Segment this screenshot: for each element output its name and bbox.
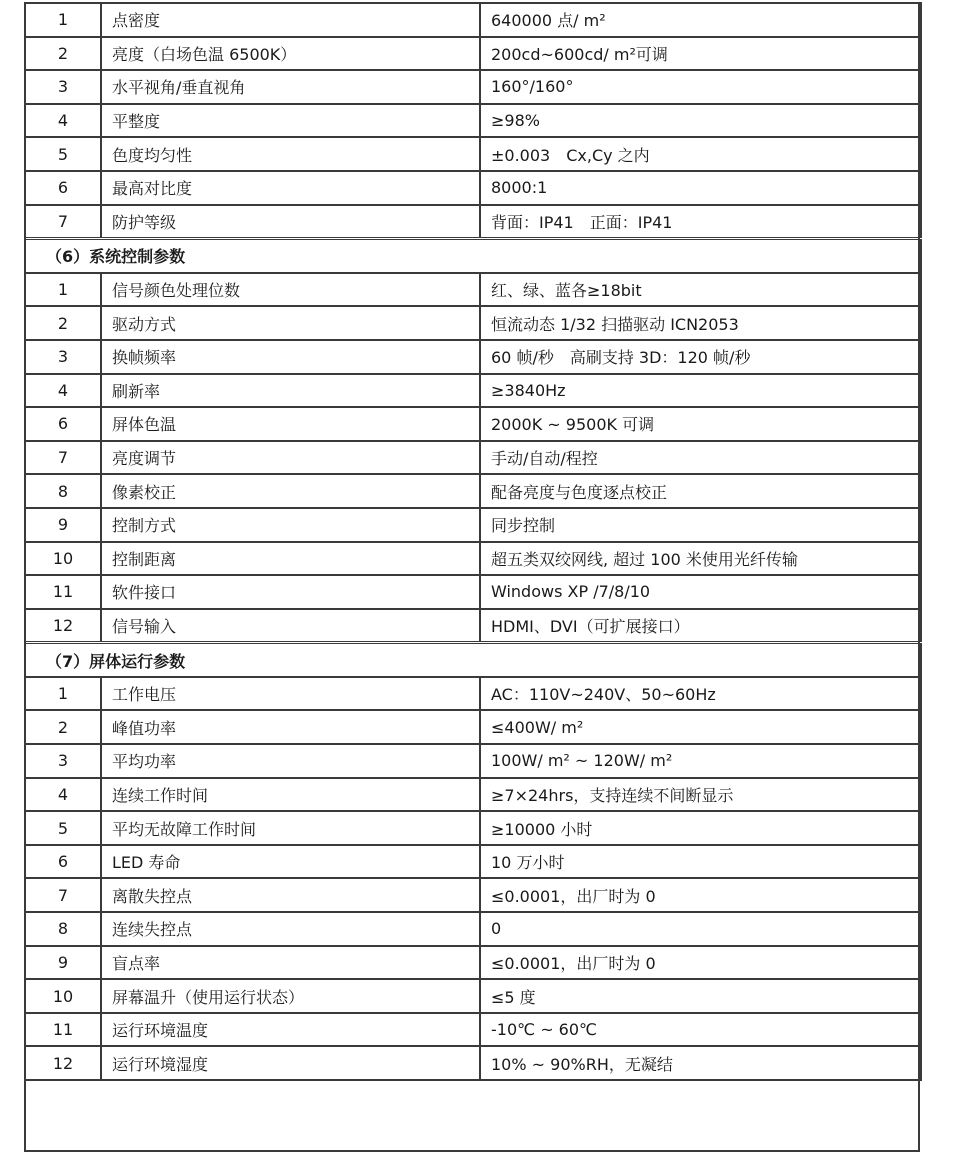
table-row bbox=[25, 979, 921, 1013]
table-row bbox=[25, 340, 921, 374]
parameter-name-cell: 刷新率 bbox=[101, 374, 480, 408]
parameter-value-cell: 2000K ~ 9500K 可调 bbox=[480, 407, 921, 441]
parameter-value-cell: ≥7×24hrs，支持连续不间断显示 bbox=[480, 778, 921, 812]
row-number-cell: 8 bbox=[25, 912, 101, 946]
table-row bbox=[25, 542, 921, 576]
table-row bbox=[25, 778, 921, 812]
parameter-value-cell: 背面：IP41 正面：IP41 bbox=[480, 205, 921, 239]
parameter-name-cell: 控制距离 bbox=[101, 542, 480, 576]
row-number-cell: 3 bbox=[25, 70, 101, 104]
table-row bbox=[25, 104, 921, 138]
row-number-cell: 1 bbox=[25, 3, 101, 37]
parameter-value-cell: 60 帧/秒 高刷支持 3D：120 帧/秒 bbox=[480, 340, 921, 374]
table-row bbox=[25, 508, 921, 542]
parameter-value-cell: 100W/ m² ~ 120W/ m² bbox=[480, 744, 921, 778]
parameter-name-cell: 屏体色温 bbox=[101, 407, 480, 441]
row-number-cell: 6 bbox=[25, 407, 101, 441]
row-number-cell: 1 bbox=[25, 273, 101, 307]
table-row bbox=[25, 609, 921, 643]
parameter-value-cell: 配备亮度与色度逐点校正 bbox=[480, 474, 921, 508]
parameter-name-cell: 驱动方式 bbox=[101, 306, 480, 340]
row-number-cell: 11 bbox=[25, 575, 101, 609]
parameter-name-cell: 色度均匀性 bbox=[101, 137, 480, 171]
parameter-value-cell: 同步控制 bbox=[480, 508, 921, 542]
parameter-name-cell: 防护等级 bbox=[101, 205, 480, 239]
table-row bbox=[25, 137, 921, 171]
row-number-cell: 6 bbox=[25, 845, 101, 879]
row-number-cell: 9 bbox=[25, 946, 101, 980]
parameter-name-cell: 亮度调节 bbox=[101, 441, 480, 475]
parameter-name-cell: 信号颜色处理位数 bbox=[101, 273, 480, 307]
parameter-value-cell: HDMI、DVI（可扩展接口） bbox=[480, 609, 921, 643]
row-number-cell: 7 bbox=[25, 205, 101, 239]
parameter-value-cell: 8000:1 bbox=[480, 171, 921, 205]
parameter-name-cell: 信号输入 bbox=[101, 609, 480, 643]
row-number-cell: 1 bbox=[25, 677, 101, 711]
parameter-value-cell: ≤0.0001，出厂时为 0 bbox=[480, 878, 921, 912]
table-row bbox=[25, 407, 921, 441]
row-number-cell: 11 bbox=[25, 1013, 101, 1047]
parameter-value-cell: 恒流动态 1/32 扫描驱动 ICN2053 bbox=[480, 306, 921, 340]
parameter-value-cell: 超五类双绞网线, 超过 100 米使用光纤传输 bbox=[480, 542, 921, 576]
row-number-cell: 2 bbox=[25, 306, 101, 340]
table-row bbox=[25, 744, 921, 778]
table-row bbox=[25, 946, 921, 980]
parameter-name-cell: 运行环境温度 bbox=[101, 1013, 480, 1047]
table-row bbox=[25, 3, 921, 37]
table-row bbox=[25, 171, 921, 205]
table-row bbox=[25, 205, 921, 239]
parameter-name-cell: 控制方式 bbox=[101, 508, 480, 542]
table-row bbox=[25, 912, 921, 946]
table-row bbox=[25, 1046, 921, 1080]
parameter-name-cell: 最高对比度 bbox=[101, 171, 480, 205]
row-number-cell: 4 bbox=[25, 104, 101, 138]
row-number-cell: 4 bbox=[25, 778, 101, 812]
table-row bbox=[25, 677, 921, 711]
parameter-value-cell: 手动/自动/程控 bbox=[480, 441, 921, 475]
parameter-name-cell: 平整度 bbox=[101, 104, 480, 138]
parameter-name-cell: 水平视角/垂直视角 bbox=[101, 70, 480, 104]
row-number-cell: 3 bbox=[25, 744, 101, 778]
spec-table-body bbox=[25, 3, 921, 1080]
row-number-cell: 12 bbox=[25, 1046, 101, 1080]
table-row bbox=[25, 474, 921, 508]
table-row bbox=[25, 273, 921, 307]
row-number-cell: 7 bbox=[25, 878, 101, 912]
parameter-value-cell: ≥3840Hz bbox=[480, 374, 921, 408]
parameter-name-cell: 连续工作时间 bbox=[101, 778, 480, 812]
parameter-name-cell: 点密度 bbox=[101, 3, 480, 37]
table-row bbox=[25, 374, 921, 408]
table-row bbox=[25, 37, 921, 71]
parameter-value-cell: -10℃ ~ 60℃ bbox=[480, 1013, 921, 1047]
row-number-cell: 10 bbox=[25, 979, 101, 1013]
parameter-name-cell: LED 寿命 bbox=[101, 845, 480, 879]
row-number-cell: 6 bbox=[25, 171, 101, 205]
parameter-name-cell: 亮度（白场色温 6500K） bbox=[101, 37, 480, 71]
section-title: （6）系统控制参数 bbox=[25, 239, 921, 273]
parameter-value-cell: ≥10000 小时 bbox=[480, 811, 921, 845]
table-row bbox=[25, 441, 921, 475]
parameter-value-cell: ≤400W/ m² bbox=[480, 710, 921, 744]
section-title: （7）屏体运行参数 bbox=[25, 643, 921, 677]
parameter-name-cell: 盲点率 bbox=[101, 946, 480, 980]
parameter-name-cell: 工作电压 bbox=[101, 677, 480, 711]
row-number-cell: 8 bbox=[25, 474, 101, 508]
parameter-value-cell: Windows XP /7/8/10 bbox=[480, 575, 921, 609]
row-number-cell: 9 bbox=[25, 508, 101, 542]
parameter-name-cell: 屏幕温升（使用运行状态） bbox=[101, 979, 480, 1013]
parameter-value-cell: 10 万小时 bbox=[480, 845, 921, 879]
parameter-value-cell: 0 bbox=[480, 912, 921, 946]
parameter-value-cell: 红、绿、蓝各≥18bit bbox=[480, 273, 921, 307]
row-number-cell: 2 bbox=[25, 710, 101, 744]
parameter-name-cell: 离散失控点 bbox=[101, 878, 480, 912]
parameter-value-cell: 160°/160° bbox=[480, 70, 921, 104]
parameter-value-cell: ±0.003 Cx,Cy 之内 bbox=[480, 137, 921, 171]
row-number-cell: 5 bbox=[25, 811, 101, 845]
section-header-row bbox=[25, 643, 921, 677]
parameter-name-cell: 平均功率 bbox=[101, 744, 480, 778]
row-number-cell: 2 bbox=[25, 37, 101, 71]
parameter-value-cell: ≥98% bbox=[480, 104, 921, 138]
row-number-cell: 7 bbox=[25, 441, 101, 475]
row-number-cell: 10 bbox=[25, 542, 101, 576]
row-number-cell: 12 bbox=[25, 609, 101, 643]
parameter-name-cell: 换帧频率 bbox=[101, 340, 480, 374]
parameter-name-cell: 平均无故障工作时间 bbox=[101, 811, 480, 845]
table-row bbox=[25, 811, 921, 845]
spec-table bbox=[24, 2, 922, 1081]
table-row bbox=[25, 70, 921, 104]
parameter-name-cell: 运行环境湿度 bbox=[101, 1046, 480, 1080]
parameter-value-cell: ≤0.0001，出厂时为 0 bbox=[480, 946, 921, 980]
table-row bbox=[25, 710, 921, 744]
parameter-value-cell: 200cd~600cd/ m²可调 bbox=[480, 37, 921, 71]
table-row bbox=[25, 845, 921, 879]
parameter-name-cell: 软件接口 bbox=[101, 575, 480, 609]
row-number-cell: 5 bbox=[25, 137, 101, 171]
parameter-value-cell: 10% ~ 90%RH，无凝结 bbox=[480, 1046, 921, 1080]
spec-table-container bbox=[24, 2, 920, 1081]
parameter-value-cell: AC：110V~240V、50~60Hz bbox=[480, 677, 921, 711]
parameter-value-cell: ≤5 度 bbox=[480, 979, 921, 1013]
table-row bbox=[25, 878, 921, 912]
section-header-row bbox=[25, 239, 921, 273]
parameter-name-cell: 连续失控点 bbox=[101, 912, 480, 946]
table-row bbox=[25, 575, 921, 609]
row-number-cell: 3 bbox=[25, 340, 101, 374]
parameter-value-cell: 640000 点/ m² bbox=[480, 3, 921, 37]
row-number-cell: 4 bbox=[25, 374, 101, 408]
table-row bbox=[25, 1013, 921, 1047]
parameter-name-cell: 峰值功率 bbox=[101, 710, 480, 744]
parameter-name-cell: 像素校正 bbox=[101, 474, 480, 508]
table-row bbox=[25, 306, 921, 340]
